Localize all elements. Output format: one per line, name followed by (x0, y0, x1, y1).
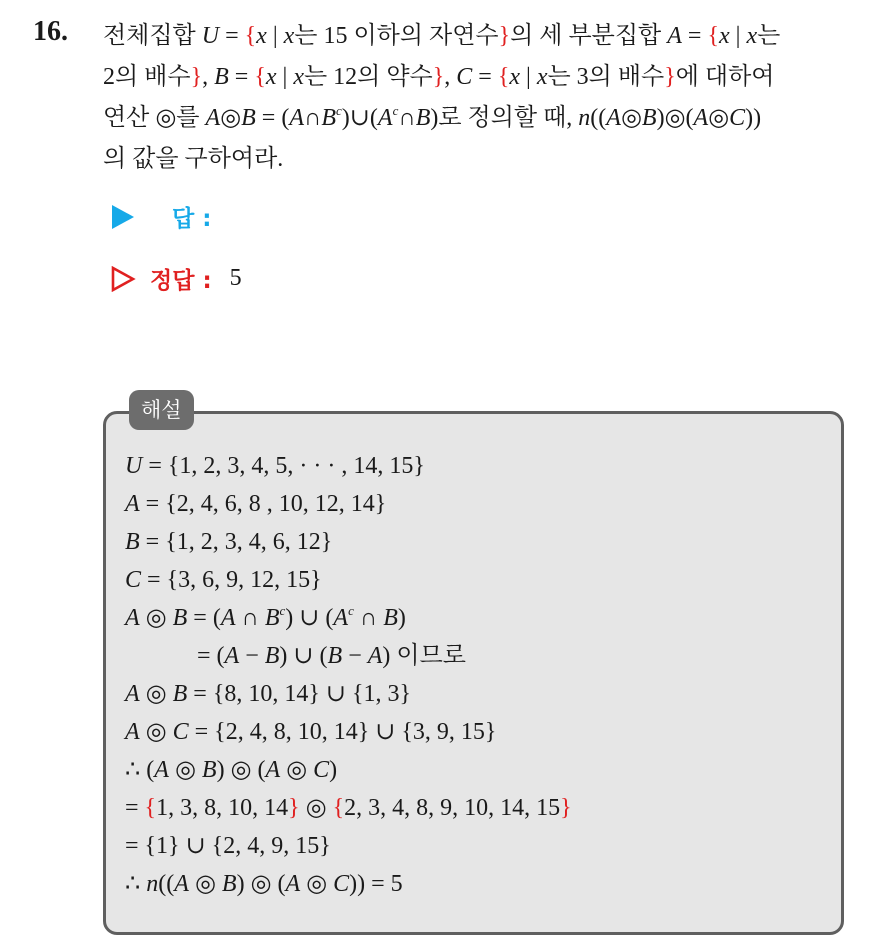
math-variable: A (667, 23, 682, 49)
highlight-brace: { (244, 23, 257, 49)
math-variable: A (125, 605, 140, 631)
math-variable: A (285, 871, 301, 897)
math-variable: A (333, 605, 349, 631)
math-variable: C (333, 871, 350, 897)
math-variable: A (125, 719, 140, 745)
math-variable: x (536, 64, 548, 90)
math-variable: B (125, 529, 140, 555)
solution-body (125, 447, 572, 903)
math-variable: x (509, 64, 520, 90)
highlight-brace: } (664, 64, 676, 90)
math-variable: A (174, 871, 189, 897)
math-variable: A (125, 681, 140, 707)
math-variable: x (746, 23, 758, 49)
math-variable: B (641, 105, 657, 131)
math-variable: n (146, 871, 159, 897)
problem-line: 의 값을 구하여라. (103, 146, 284, 172)
question-number: 16. (33, 16, 68, 47)
math-variable: A (220, 605, 236, 631)
math-variable: B (201, 757, 217, 783)
solution-line: A ◎ B = {8, 10, 14} ∪ {1, 3} (125, 681, 412, 707)
math-variable: A (367, 643, 383, 669)
math-variable: A (205, 105, 221, 131)
math-variable: B (321, 105, 337, 131)
superscript: c (392, 103, 399, 118)
highlight-brace: { (332, 795, 345, 821)
math-variable: B (172, 605, 188, 631)
math-variable: B (383, 605, 398, 631)
problem-statement (103, 16, 873, 180)
superscript: c (279, 603, 286, 618)
math-variable: x (283, 23, 295, 49)
solution-line: ∴ (A ◎ B) ◎ (A ◎ C) (125, 757, 338, 783)
problem-line: 연산 ◎를 A◎B = $(A\cap B^c)\cup(A^c\cap B)$로 정의할 때, n((A◎B)◎(A◎C)) (103, 103, 762, 131)
math-variable: x (265, 64, 277, 90)
math-variable: A (265, 757, 281, 783)
math-variable: A (125, 491, 140, 517)
solution-line: A ◎ C = {2, 4, 8, 10, 14} ∪ {3, 9, 15} (125, 719, 497, 745)
solution-line: = {1} ∪ {2, 4, 9, 15} (125, 833, 331, 859)
math-variable: C (729, 105, 746, 131)
outline-triangle-icon (110, 266, 136, 292)
solution-line: = (A − B) ∪ (B − A) 이므로 (197, 643, 466, 669)
math-variable: x (718, 23, 730, 49)
answer-row (108, 200, 211, 233)
math-variable: A (289, 105, 304, 131)
solution-line: = {1, 3, 8, 10, 14} ◎ {2, 3, 4, 8, 9, 10, 14, 15} (125, 795, 572, 821)
solution-line: B = {1, 2, 3, 4, 6, 12} (125, 529, 333, 555)
correct-answer-row (108, 262, 242, 295)
problem-line: 전체집합 U = {x | x는 15 이하의 자연수}의 세 부분집합 A = {x | x는 (103, 23, 781, 49)
solution-line: C = {3, 6, 9, 12, 15} (125, 567, 322, 593)
math-variable: B (221, 871, 237, 897)
solution-tag: 해설 (129, 390, 194, 430)
highlight-brace: } (432, 64, 445, 90)
math-variable: B (241, 105, 256, 131)
math-variable: A (606, 105, 621, 131)
math-variable: C (172, 719, 189, 745)
math-variable: U (201, 23, 220, 49)
correct-answer-value: 5 (229, 265, 242, 291)
math-variable: B (264, 605, 280, 631)
math-variable: B (415, 105, 431, 131)
highlight-brace: } (560, 795, 572, 821)
math-variable: x (256, 23, 267, 49)
math-variable: B (264, 643, 280, 669)
math-variable: A (693, 105, 709, 131)
math-variable: n (578, 105, 591, 131)
solution-line: ∴ n((A ◎ B) ◎ (A ◎ C)) = 5 (125, 871, 403, 897)
math-variable: B (172, 681, 188, 707)
math-variable: x (293, 64, 304, 90)
superscript: c (348, 603, 354, 618)
highlight-brace: { (254, 64, 266, 90)
math-variable: C (313, 757, 330, 783)
math-variable: B (214, 64, 229, 90)
highlight-brace: } (498, 23, 511, 49)
math-variable: U (125, 453, 143, 479)
problem-line: 2의 배수}, B = {x | x는 12의 약수}, C = {x | x는 3의 배수}에 대하여 (103, 64, 775, 90)
highlight-brace: } (190, 64, 203, 90)
answer-label: 답 : (172, 206, 212, 232)
math-variable: A (154, 757, 169, 783)
math-variable: C (456, 64, 473, 90)
math-variable: A (224, 643, 240, 669)
highlight-brace: { (497, 64, 510, 90)
solution-line: A ◎ B = (A ∩ $B^c$) ∪ ($A^c$ ∩ B) (125, 603, 406, 631)
math-variable: B (327, 643, 343, 669)
solution-line: U = {1, 2, 3, 4, 5, · · · , 14, 15} (125, 453, 425, 479)
superscript: c (336, 103, 342, 118)
correct-answer-label: 정답 : (150, 268, 212, 294)
highlight-brace: { (707, 23, 719, 49)
math-variable: A (377, 105, 393, 131)
highlight-brace: } (288, 795, 300, 821)
play-triangle-icon (112, 205, 134, 229)
highlight-brace: { (144, 795, 157, 821)
solution-line: A = {2, 4, 6, 8 , 10, 12, 14} (125, 491, 387, 517)
math-variable: C (125, 567, 142, 593)
